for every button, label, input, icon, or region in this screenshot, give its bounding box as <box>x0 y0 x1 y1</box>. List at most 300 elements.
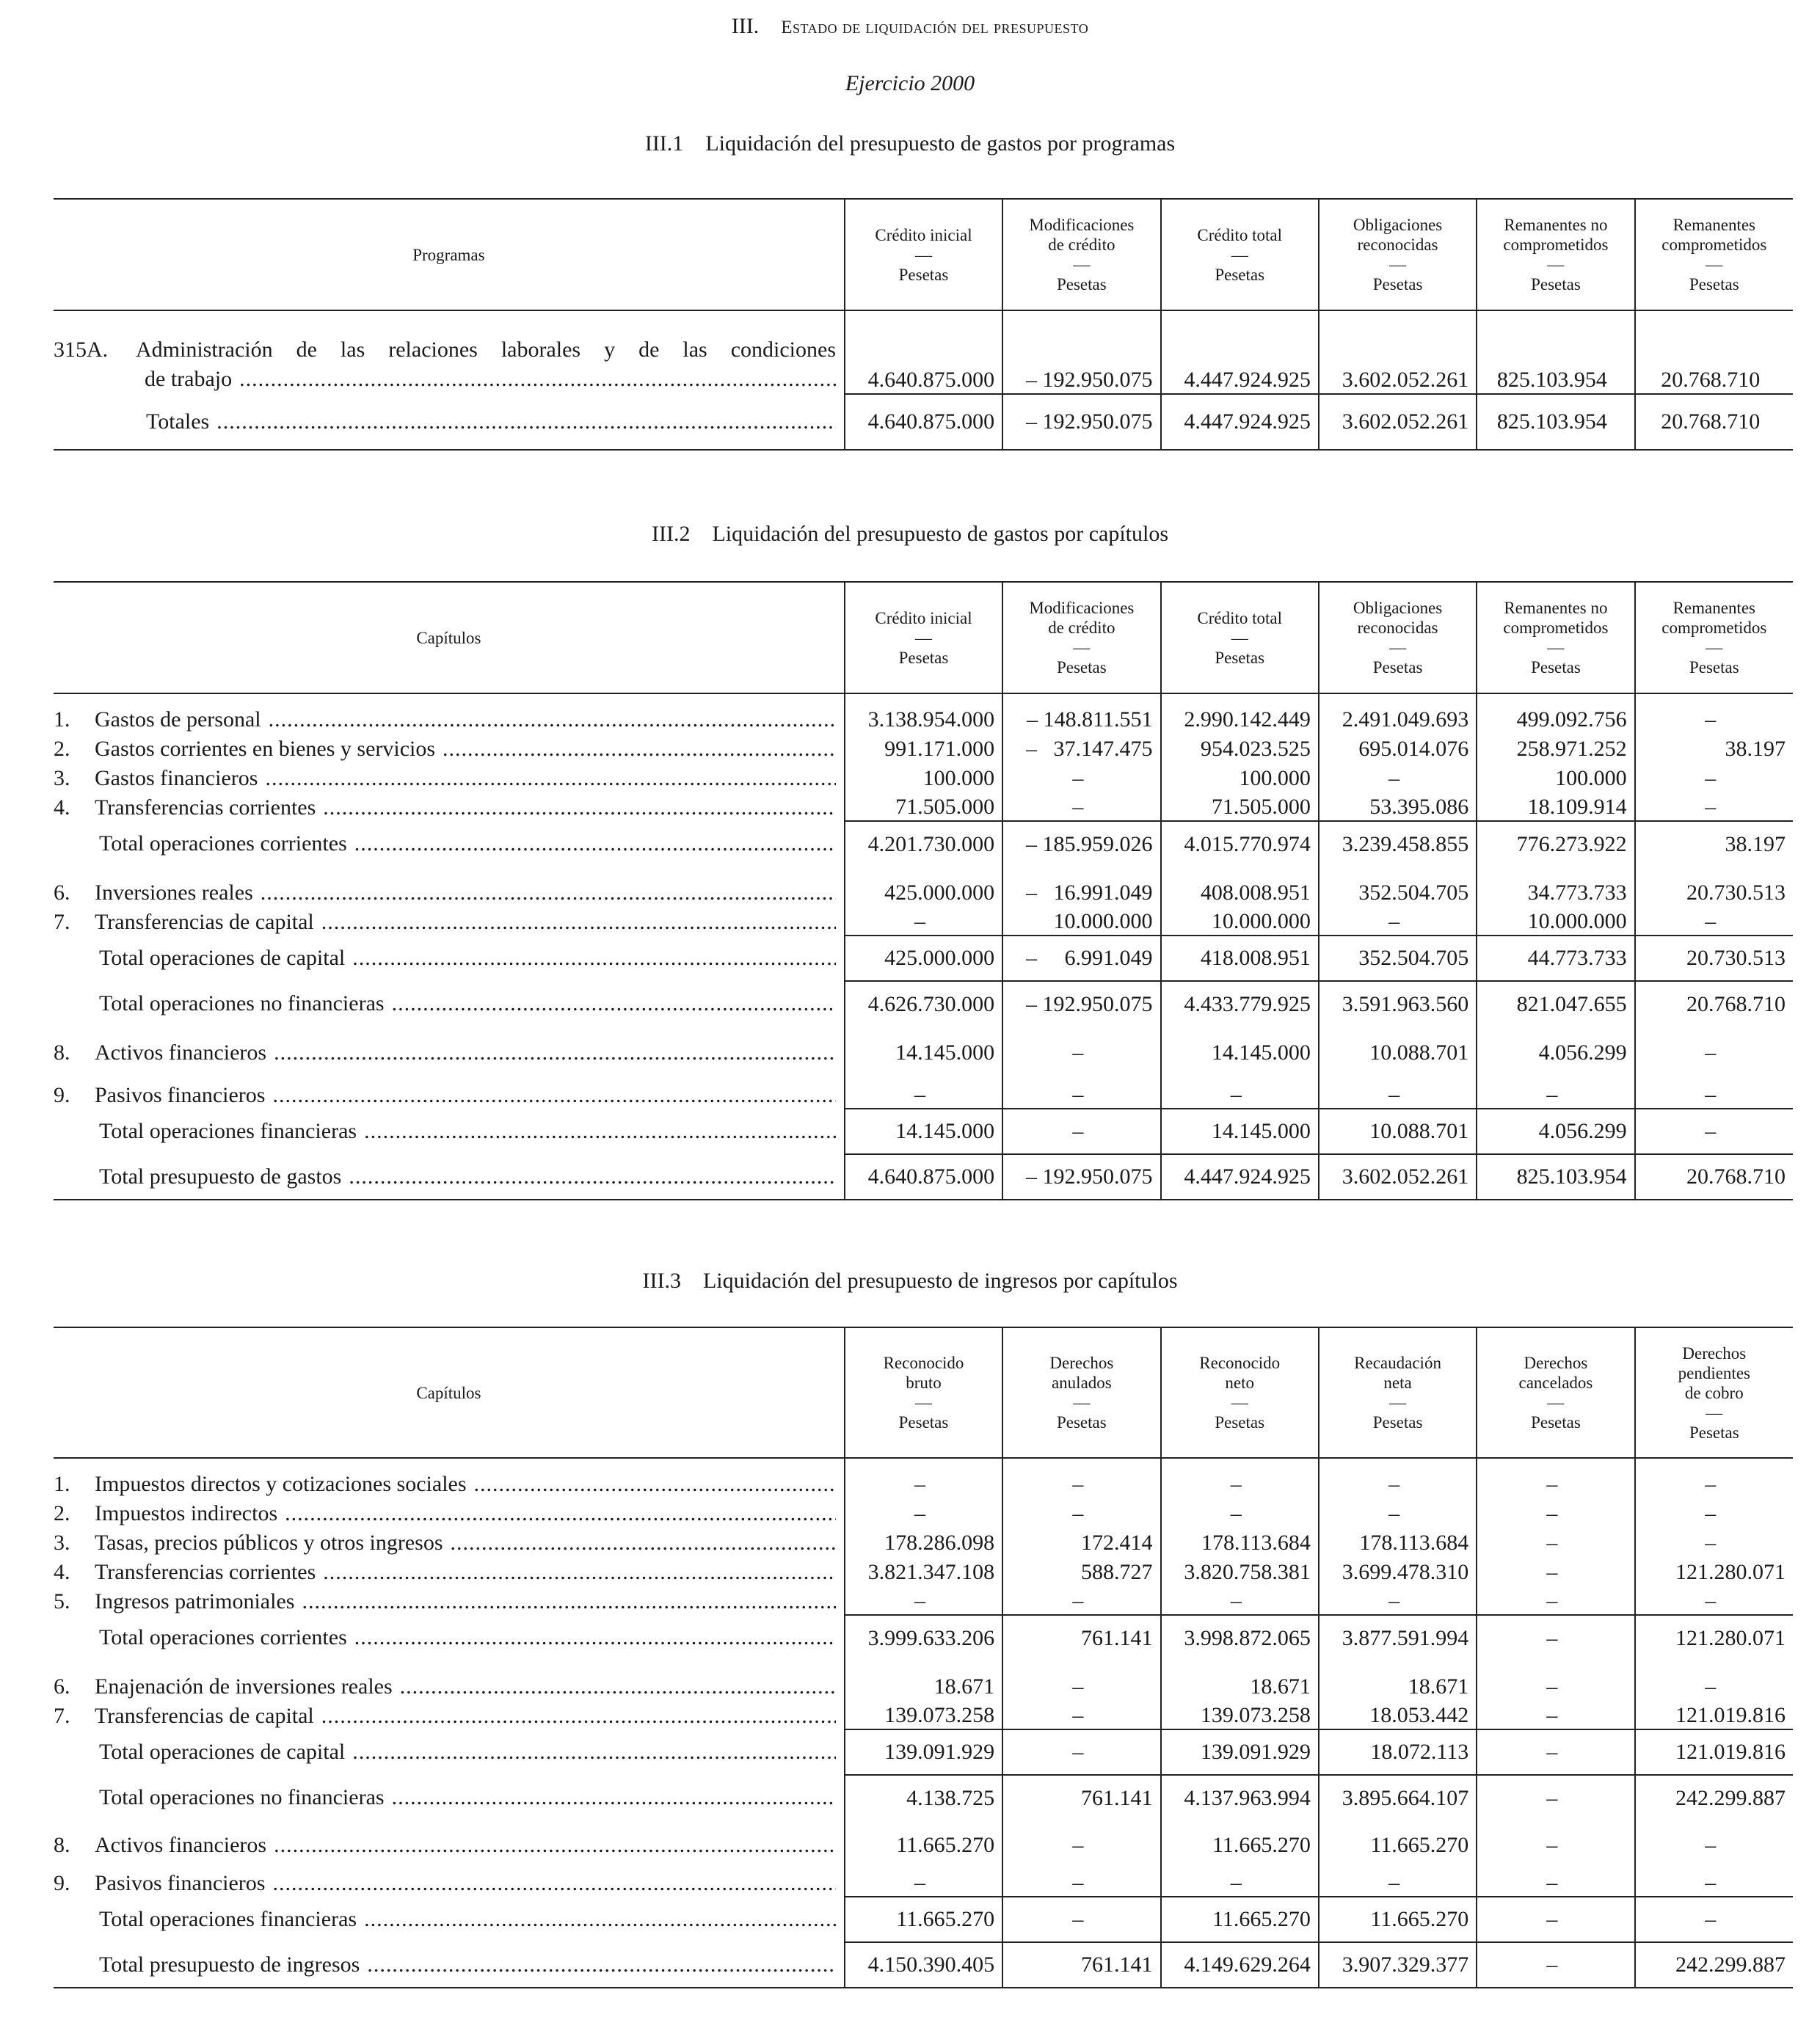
row-number: 5. <box>54 1589 70 1613</box>
cell-value: 139.091.929 <box>845 1729 1002 1775</box>
fiscal-year: Ejercicio 2000 <box>845 71 975 95</box>
table-row <box>54 310 1793 394</box>
row-label-text: Total operaciones no financieras <box>99 1785 385 1809</box>
table-row-total <box>54 1154 1793 1200</box>
table-row <box>54 1498 1793 1527</box>
row-label-text: Activos financieros <box>95 1833 267 1857</box>
row-label <box>54 762 845 792</box>
table-row <box>54 693 1793 733</box>
cell-value: – <box>1635 1586 1793 1615</box>
table-row-total <box>54 936 1793 981</box>
row-label-text: Pasivos financieros <box>95 1083 266 1107</box>
cell-value: 352.504.705 <box>1319 867 1477 906</box>
header-modificaciones: Modificaciones de crédito — Pesetas <box>1002 199 1160 310</box>
cell-value: – 148.811.551 <box>1002 693 1160 733</box>
cell-value: 3.907.329.377 <box>1319 1942 1477 1988</box>
row-number: 8. <box>54 1040 70 1065</box>
table-header-row <box>54 582 1793 693</box>
cell-value: 71.505.000 <box>845 792 1002 821</box>
table-row-total <box>54 1897 1793 1942</box>
row-label <box>54 936 845 981</box>
cell-value: 71.505.000 <box>1161 792 1319 821</box>
cell-value: 20.730.513 <box>1635 867 1793 906</box>
table-row <box>54 1660 1793 1700</box>
table-row-total <box>54 1942 1793 1988</box>
table-row <box>54 867 1793 906</box>
cell-value: – <box>1635 1109 1793 1154</box>
row-label-text: Inversiones reales <box>95 880 253 905</box>
cell-value: 20.768.710 <box>1635 310 1793 394</box>
cell-value: – <box>1002 1897 1160 1942</box>
row-label-text: Transferencias de capital <box>95 1704 314 1728</box>
cell-value: – <box>845 1498 1002 1527</box>
row-label-text: Total operaciones de capital <box>99 1740 346 1764</box>
cell-value: 18.072.113 <box>1319 1729 1477 1775</box>
cell-value: 44.773.733 <box>1477 936 1634 981</box>
cell-value: – <box>1319 1066 1477 1109</box>
cell-value: – <box>1477 1066 1634 1109</box>
header-remanentes: Remanentes comprometidos — Pesetas <box>1635 199 1793 310</box>
table-row <box>54 1700 1793 1729</box>
cell-value: 761.141 <box>1002 1615 1160 1660</box>
header-remanentes-no: Remanentes no comprometidos — Pesetas <box>1477 199 1634 310</box>
cell-value: 18.671 <box>1319 1660 1477 1700</box>
cell-value: – <box>1635 906 1793 936</box>
table-row <box>54 1859 1793 1897</box>
row-label <box>54 1458 845 1498</box>
header-credito-inicial: Crédito inicial — Pesetas <box>845 582 1002 693</box>
row-label <box>54 394 845 450</box>
cell-value: 3.602.052.261 <box>1319 310 1477 394</box>
cell-value: 258.971.252 <box>1477 733 1634 762</box>
cell-value: 954.023.525 <box>1161 733 1319 762</box>
cell-value: 38.197 <box>1635 821 1793 867</box>
cell-value: 10.000.000 <box>1477 906 1634 936</box>
header-capitulos: Capítulos <box>416 628 481 647</box>
row-label-text: Total operaciones corrientes <box>99 1625 347 1649</box>
row-number: 8. <box>54 1833 70 1857</box>
row-label-text: Impuestos indirectos <box>95 1501 278 1525</box>
cell-value: 20.768.710 <box>1635 394 1793 450</box>
row-label <box>54 1615 845 1660</box>
header-remanentes: Remanentes comprometidos — Pesetas <box>1635 582 1793 693</box>
table-row <box>54 1586 1793 1615</box>
cell-value: 425.000.000 <box>845 936 1002 981</box>
row-label <box>54 1700 845 1729</box>
cell-value: 4.150.390.405 <box>845 1942 1002 1988</box>
row-label-line1: Administración de las relaciones laborales y de las condiciones <box>136 338 836 362</box>
table-row-total <box>54 1729 1793 1775</box>
row-number: 3. <box>54 766 70 790</box>
header-capitulos: Capítulos <box>416 1383 481 1402</box>
row-label <box>54 1027 845 1066</box>
cell-value: 139.091.929 <box>1161 1729 1319 1775</box>
header-reconocido-bruto: Reconocido bruto — Pesetas <box>845 1327 1002 1458</box>
cell-value: – <box>1319 1859 1477 1897</box>
cell-value: 418.008.951 <box>1161 936 1319 981</box>
cell-value: 100.000 <box>1161 762 1319 792</box>
cell-value: – <box>1002 1859 1160 1897</box>
cell-value: – <box>1161 1458 1319 1498</box>
t2-title-text: Liquidación del presupuesto de gastos por capítulos <box>712 522 1169 546</box>
row-number: 1. <box>54 707 70 732</box>
cell-value: 14.145.000 <box>845 1027 1002 1066</box>
t2-title <box>0 521 1820 547</box>
row-label-text: Total presupuesto de ingresos <box>99 1952 360 1977</box>
row-label <box>54 1820 845 1859</box>
cell-value: – <box>1635 1527 1793 1556</box>
cell-value: 825.103.954 <box>1477 310 1634 394</box>
row-label-text: Gastos de personal <box>95 707 261 732</box>
row-label <box>54 1498 845 1527</box>
cell-value: – <box>1002 1498 1160 1527</box>
row-label-text: Enajenación de inversiones reales <box>95 1674 393 1699</box>
cell-value: – <box>845 1458 1002 1498</box>
cell-value: 11.665.270 <box>1161 1897 1319 1942</box>
row-label-text: Total presupuesto de gastos <box>99 1164 342 1189</box>
cell-value: 4.056.299 <box>1477 1109 1634 1154</box>
cell-value: – <box>845 1066 1002 1109</box>
cell-value: – 192.950.075 <box>1002 981 1160 1027</box>
cell-value: – <box>1477 1556 1634 1586</box>
header-derechos-cancelados: Derechos cancelados — Pesetas <box>1477 1327 1634 1458</box>
cell-value: – <box>1635 1458 1793 1498</box>
cell-value: 3.821.347.108 <box>845 1556 1002 1586</box>
row-number: 6. <box>54 1674 70 1699</box>
cell-value: – <box>1477 1820 1634 1859</box>
cell-value: – <box>1635 1498 1793 1527</box>
header-reconocido-neto: Reconocido neto — Pesetas <box>1161 1327 1319 1458</box>
cell-value: – <box>1002 1458 1160 1498</box>
cell-value: – <box>1477 1615 1634 1660</box>
row-number: 4. <box>54 1560 70 1584</box>
cell-value: 242.299.887 <box>1635 1775 1793 1820</box>
cell-value: 499.092.756 <box>1477 693 1634 733</box>
cell-value: 3.602.052.261 <box>1319 1154 1477 1200</box>
row-label <box>54 981 845 1027</box>
cell-value: 10.088.701 <box>1319 1027 1477 1066</box>
section-title: Estado de liquidación del presupuesto <box>781 18 1089 37</box>
row-label <box>54 1859 845 1897</box>
cell-value: 3.591.963.560 <box>1319 981 1477 1027</box>
cell-value: 4.433.779.925 <box>1161 981 1319 1027</box>
row-number: 2. <box>54 737 70 761</box>
cell-value: – <box>1635 693 1793 733</box>
row-number: 3. <box>54 1531 70 1555</box>
row-label-text: Ingresos patrimoniales <box>95 1589 295 1613</box>
cell-value: – <box>1002 1729 1160 1775</box>
section-heading <box>0 13 1820 41</box>
t1-title-number: III.1 <box>644 131 684 156</box>
header-programas: Programas <box>412 245 485 264</box>
cell-value: 695.014.076 <box>1319 733 1477 762</box>
cell-value: 11.665.270 <box>845 1897 1002 1942</box>
table-row <box>54 906 1793 936</box>
cell-value: 20.730.513 <box>1635 936 1793 981</box>
cell-value: – <box>1477 1897 1634 1942</box>
table-header-row <box>54 1327 1793 1458</box>
cell-value: 776.273.922 <box>1477 821 1634 867</box>
cell-value: – <box>845 906 1002 936</box>
cell-value: 34.773.733 <box>1477 867 1634 906</box>
cell-value: – <box>1319 1458 1477 1498</box>
table-row-total <box>54 1109 1793 1154</box>
row-label <box>54 792 845 821</box>
cell-value: 18.109.914 <box>1477 792 1634 821</box>
cell-value: 100.000 <box>845 762 1002 792</box>
cell-value: – <box>1477 1859 1634 1897</box>
cell-value: 38.197 <box>1635 733 1793 762</box>
table-header-row <box>54 199 1793 310</box>
row-label-text: Total operaciones no financieras <box>99 991 385 1015</box>
cell-value: 14.145.000 <box>845 1109 1002 1154</box>
table-row <box>54 1527 1793 1556</box>
cell-value: 11.665.270 <box>1319 1897 1477 1942</box>
cell-value: 825.103.954 <box>1477 394 1634 450</box>
t3-title-number: III.3 <box>642 1269 681 1293</box>
row-number: 1. <box>54 1472 70 1496</box>
cell-value: 11.665.270 <box>845 1820 1002 1859</box>
header-remanentes-no: Remanentes no comprometidos — Pesetas <box>1477 582 1634 693</box>
row-label <box>54 1154 845 1200</box>
cell-value: – <box>1477 1775 1634 1820</box>
row-label-text: Pasivos financieros <box>95 1871 266 1895</box>
header-credito-total: Crédito total — Pesetas <box>1161 582 1319 693</box>
row-label-text: Total operaciones financieras <box>99 1119 357 1143</box>
row-label <box>54 1775 845 1820</box>
cell-value: 3.602.052.261 <box>1319 394 1477 450</box>
cell-value: – <box>1635 1660 1793 1700</box>
cell-value: – <box>1002 1660 1160 1700</box>
cell-value: – <box>1319 1498 1477 1527</box>
table-row <box>54 792 1793 821</box>
row-label-line2: de trabajo <box>145 367 233 391</box>
cell-value: 10.000.000 <box>1002 906 1160 936</box>
cell-value: – <box>1635 762 1793 792</box>
cell-value: – 192.950.075 <box>1002 1154 1160 1200</box>
cell-value: 761.141 <box>1002 1942 1160 1988</box>
t2-body <box>54 693 1793 1200</box>
row-label-text: Gastos financieros <box>95 766 258 790</box>
row-label-text: Total operaciones de capital <box>99 946 346 970</box>
cell-value: 352.504.705 <box>1319 936 1477 981</box>
cell-value: 3.895.664.107 <box>1319 1775 1477 1820</box>
cell-value: – <box>1161 1586 1319 1615</box>
cell-value: – <box>1319 906 1477 936</box>
header-derechos-pendientes: Derechos pendientes de cobro — Pesetas <box>1635 1327 1793 1458</box>
row-label <box>54 733 845 762</box>
cell-value: – <box>1477 1458 1634 1498</box>
row-label-text: Transferencias corrientes <box>95 795 316 820</box>
cell-value: 18.671 <box>1161 1660 1319 1700</box>
table-row <box>54 1458 1793 1498</box>
t2-title-number: III.2 <box>651 522 691 546</box>
table-row <box>54 1066 1793 1109</box>
cell-value: – <box>1161 1859 1319 1897</box>
row-number: 7. <box>54 1704 70 1728</box>
cell-value: 3.699.478.310 <box>1319 1556 1477 1586</box>
t3-title-text: Liquidación del presupuesto de ingresos por capítulos <box>702 1269 1178 1293</box>
header-credito-inicial: Crédito inicial — Pesetas <box>845 199 1002 310</box>
cell-value: 425.000.000 <box>845 867 1002 906</box>
cell-value: 18.053.442 <box>1319 1700 1477 1729</box>
cell-value: 4.640.875.000 <box>845 310 1002 394</box>
table-gastos-programas <box>54 198 1793 451</box>
row-label-text: Total operaciones financieras <box>99 1907 357 1931</box>
cell-value: – <box>1002 762 1160 792</box>
header-derechos-anulados: Derechos anulados — Pesetas <box>1002 1327 1160 1458</box>
cell-value: 4.640.875.000 <box>845 1154 1002 1200</box>
cell-value: – <box>1002 1066 1160 1109</box>
cell-value: 4.138.725 <box>845 1775 1002 1820</box>
table-row <box>54 1556 1793 1586</box>
table-row <box>54 733 1793 762</box>
cell-value: – <box>1477 1660 1634 1700</box>
table-gastos-capitulos <box>54 581 1793 1200</box>
row-number: 9. <box>54 1871 70 1895</box>
cell-value: – 37.147.475 <box>1002 733 1160 762</box>
cell-value: 588.727 <box>1002 1556 1160 1586</box>
cell-value: 4.137.963.994 <box>1161 1775 1319 1820</box>
row-number: 9. <box>54 1083 70 1107</box>
row-label-text: Transferencias corrientes <box>95 1560 316 1584</box>
cell-value: 4.149.629.264 <box>1161 1942 1319 1988</box>
cell-value: – <box>1477 1942 1634 1988</box>
cell-value: 178.113.684 <box>1319 1527 1477 1556</box>
row-label <box>54 1942 845 1988</box>
cell-value: – <box>845 1586 1002 1615</box>
table-row-total <box>54 821 1793 867</box>
cell-value: 3.138.954.000 <box>845 693 1002 733</box>
table-row-total <box>54 394 1793 450</box>
cell-value: 10.088.701 <box>1319 1109 1477 1154</box>
cell-value: – <box>1477 1498 1634 1527</box>
row-label-text: Impuestos directos y cotizaciones sociales <box>95 1472 467 1496</box>
cell-value: 4.056.299 <box>1477 1027 1634 1066</box>
t1-title-text: Liquidación del presupuesto de gastos por programas <box>705 131 1176 156</box>
cell-value: 14.145.000 <box>1161 1027 1319 1066</box>
row-label <box>54 1729 845 1775</box>
row-label <box>54 1586 845 1615</box>
cell-value: 178.113.684 <box>1161 1527 1319 1556</box>
header-recaudacion-neta: Recaudación neta — Pesetas <box>1319 1327 1477 1458</box>
cell-value: 20.768.710 <box>1635 981 1793 1027</box>
cell-value: 3.239.458.855 <box>1319 821 1477 867</box>
cell-value: – <box>1161 1498 1319 1527</box>
cell-value: – <box>1477 1700 1634 1729</box>
cell-value: – 185.959.026 <box>1002 821 1160 867</box>
cell-value: – <box>1319 1586 1477 1615</box>
table-row-total <box>54 1615 1793 1660</box>
cell-value: – <box>1002 1109 1160 1154</box>
cell-value: 991.171.000 <box>845 733 1002 762</box>
row-label <box>54 1066 845 1109</box>
cell-value: – <box>1002 1700 1160 1729</box>
cell-value: 18.671 <box>845 1660 1002 1700</box>
cell-value: 53.395.086 <box>1319 792 1477 821</box>
cell-value: 11.665.270 <box>1319 1820 1477 1859</box>
cell-value: 3.820.758.381 <box>1161 1556 1319 1586</box>
row-label <box>54 1897 845 1942</box>
cell-value: – <box>845 1859 1002 1897</box>
table-row-total <box>54 981 1793 1027</box>
cell-value: – <box>1002 1027 1160 1066</box>
cell-value: 20.768.710 <box>1635 1154 1793 1200</box>
cell-value: 4.447.924.925 <box>1161 310 1319 394</box>
cell-value: 4.626.730.000 <box>845 981 1002 1027</box>
cell-value: – <box>1477 1527 1634 1556</box>
cell-value: – <box>1319 762 1477 792</box>
row-label <box>54 867 845 906</box>
row-label <box>54 1109 845 1154</box>
cell-value: 4.201.730.000 <box>845 821 1002 867</box>
cell-value: 121.280.071 <box>1635 1615 1793 1660</box>
cell-value: 100.000 <box>1477 762 1634 792</box>
row-label <box>54 1556 845 1586</box>
cell-value: 3.877.591.994 <box>1319 1615 1477 1660</box>
row-number: 7. <box>54 910 70 934</box>
table-ingresos-capitulos <box>54 1327 1793 1988</box>
t3-body <box>54 1458 1793 1988</box>
cell-value: 408.008.951 <box>1161 867 1319 906</box>
row-label-text: Activos financieros <box>95 1040 267 1065</box>
cell-value: – <box>1635 1820 1793 1859</box>
cell-value: – 192.950.075 <box>1002 394 1160 450</box>
cell-value: – <box>1002 792 1160 821</box>
section-number: III. <box>731 14 760 38</box>
cell-value: – <box>1635 1859 1793 1897</box>
cell-value: – 16.991.049 <box>1002 867 1160 906</box>
cell-value: 761.141 <box>1002 1775 1160 1820</box>
table-row <box>54 1820 1793 1859</box>
cell-value: 2.990.142.449 <box>1161 693 1319 733</box>
cell-value: 4.447.924.925 <box>1161 394 1319 450</box>
row-label-text: Tasas, precios públicos y otros ingresos <box>95 1531 443 1555</box>
row-label-text: Totales <box>146 409 210 434</box>
cell-value: 2.491.049.693 <box>1319 693 1477 733</box>
cell-value: 821.047.655 <box>1477 981 1634 1027</box>
t1-title <box>0 131 1820 157</box>
cell-value: 825.103.954 <box>1477 1154 1634 1200</box>
cell-value: 14.145.000 <box>1161 1109 1319 1154</box>
cell-value: – <box>1635 792 1793 821</box>
table-row-total <box>54 1775 1793 1820</box>
cell-value: 139.073.258 <box>845 1700 1002 1729</box>
cell-value: – <box>1002 1820 1160 1859</box>
cell-value: – 6.991.049 <box>1002 936 1160 981</box>
cell-value: 242.299.887 <box>1635 1942 1793 1988</box>
row-label <box>54 1527 845 1556</box>
cell-value: – <box>1635 1066 1793 1109</box>
row-label <box>54 693 845 733</box>
cell-value: 3.999.633.206 <box>845 1615 1002 1660</box>
cell-value: 139.073.258 <box>1161 1700 1319 1729</box>
header-obligaciones: Obligaciones reconocidas — Pesetas <box>1319 199 1477 310</box>
row-number: 315A. <box>54 338 109 362</box>
table-row <box>54 1027 1793 1066</box>
header-obligaciones: Obligaciones reconocidas — Pesetas <box>1319 582 1477 693</box>
cell-value: 172.414 <box>1002 1527 1160 1556</box>
header-credito-total: Crédito total — Pesetas <box>1161 199 1319 310</box>
cell-value: – <box>1477 1729 1634 1775</box>
cell-value: – <box>1635 1897 1793 1942</box>
cell-value: 10.000.000 <box>1161 906 1319 936</box>
cell-value: 121.280.071 <box>1635 1556 1793 1586</box>
cell-value: 178.286.098 <box>845 1527 1002 1556</box>
row-label <box>54 906 845 936</box>
cell-value: 4.447.924.925 <box>1161 1154 1319 1200</box>
row-number: 6. <box>54 880 70 905</box>
